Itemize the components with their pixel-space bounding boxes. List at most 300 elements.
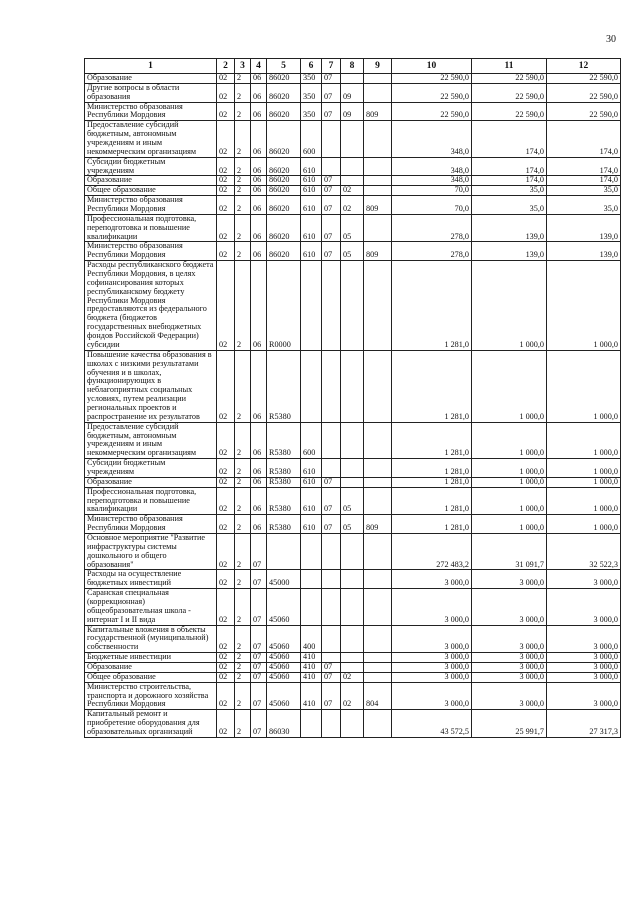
cell-col-6: 600 (301, 422, 322, 458)
table-row (85, 533, 621, 569)
cell-col-8 (341, 176, 364, 186)
cell-col-2: 02 (217, 196, 235, 215)
cell-col-10: 1 281,0 (392, 422, 472, 458)
cell-col-2: 02 (217, 653, 235, 663)
cell-col-10: 1 281,0 (392, 515, 472, 534)
cell-col-11: 174,0 (472, 121, 547, 157)
cell-col-5: 86020 (267, 83, 301, 102)
cell-col-12: 35,0 (547, 196, 621, 215)
cell-col-2: 02 (217, 350, 235, 422)
cell-col-10: 22 590,0 (392, 74, 472, 84)
cell-col-6: 610 (301, 157, 322, 176)
row-name: Предоставление субсидий бюджетным, автономным учреждениям и иным некоммерческим организациям (85, 422, 217, 458)
table-row (85, 422, 621, 458)
cell-col-3: 2 (235, 350, 251, 422)
cell-col-2: 02 (217, 487, 235, 515)
cell-col-7: 07 (322, 672, 341, 682)
cell-col-5: 45060 (267, 663, 301, 673)
table-row (85, 83, 621, 102)
cell-col-7 (322, 589, 341, 625)
table-row (85, 589, 621, 625)
table-row (85, 672, 621, 682)
cell-col-4: 06 (251, 261, 267, 351)
table-row (85, 477, 621, 487)
cell-col-12: 1 000,0 (547, 487, 621, 515)
cell-col-3: 2 (235, 672, 251, 682)
cell-col-8: 02 (341, 672, 364, 682)
cell-col-8 (341, 589, 364, 625)
cell-col-6: 610 (301, 186, 322, 196)
column-header: 11 (472, 59, 547, 74)
cell-col-5: 86030 (267, 710, 301, 738)
cell-col-6: 410 (301, 672, 322, 682)
row-name: Другие вопросы в области образования (85, 83, 217, 102)
cell-col-9 (364, 459, 392, 478)
cell-col-6: 410 (301, 663, 322, 673)
cell-col-10: 3 000,0 (392, 663, 472, 673)
cell-col-2: 02 (217, 515, 235, 534)
cell-col-8 (341, 653, 364, 663)
cell-col-11: 25 991,7 (472, 710, 547, 738)
cell-col-3: 2 (235, 459, 251, 478)
cell-col-3: 2 (235, 663, 251, 673)
cell-col-3: 2 (235, 589, 251, 625)
cell-col-6 (301, 589, 322, 625)
column-header: 5 (267, 59, 301, 74)
cell-col-12: 3 000,0 (547, 672, 621, 682)
cell-col-12: 174,0 (547, 176, 621, 186)
cell-col-11: 3 000,0 (472, 625, 547, 653)
column-header: 7 (322, 59, 341, 74)
cell-col-7: 07 (322, 186, 341, 196)
cell-col-10: 70,0 (392, 196, 472, 215)
cell-col-6: 610 (301, 477, 322, 487)
cell-col-4: 06 (251, 422, 267, 458)
cell-col-12: 3 000,0 (547, 663, 621, 673)
cell-col-5: R5380 (267, 515, 301, 534)
cell-col-9 (364, 261, 392, 351)
row-name: Повышение качества образования в школах с низкими результатами обучения и в школах, функционирующих в неблагоприятных социальных условиях, путем реализации региональных проектов и распространение их результатов (85, 350, 217, 422)
cell-col-9 (364, 589, 392, 625)
cell-col-4: 06 (251, 196, 267, 215)
cell-col-3: 2 (235, 157, 251, 176)
cell-col-2: 02 (217, 83, 235, 102)
cell-col-12: 3 000,0 (547, 570, 621, 589)
cell-col-2: 02 (217, 710, 235, 738)
cell-col-2: 02 (217, 121, 235, 157)
cell-col-5: 86020 (267, 214, 301, 242)
cell-col-2: 02 (217, 186, 235, 196)
table-row (85, 487, 621, 515)
cell-col-3: 2 (235, 102, 251, 121)
row-name: Субсидии бюджетным учреждениям (85, 459, 217, 478)
header-row (85, 59, 621, 74)
cell-col-3: 2 (235, 196, 251, 215)
cell-col-9: 809 (364, 196, 392, 215)
cell-col-12: 1 000,0 (547, 459, 621, 478)
cell-col-11: 3 000,0 (472, 589, 547, 625)
cell-col-4: 07 (251, 570, 267, 589)
cell-col-11: 174,0 (472, 157, 547, 176)
cell-col-12: 1 000,0 (547, 515, 621, 534)
cell-col-10: 3 000,0 (392, 625, 472, 653)
table-row (85, 261, 621, 351)
cell-col-12: 22 590,0 (547, 83, 621, 102)
cell-col-9 (364, 74, 392, 84)
cell-col-5: R5380 (267, 487, 301, 515)
cell-col-5 (267, 533, 301, 569)
cell-col-6: 410 (301, 682, 322, 710)
cell-col-10: 278,0 (392, 214, 472, 242)
cell-col-10: 1 281,0 (392, 261, 472, 351)
cell-col-10: 22 590,0 (392, 83, 472, 102)
cell-col-3: 2 (235, 710, 251, 738)
cell-col-6: 350 (301, 83, 322, 102)
cell-col-3: 2 (235, 487, 251, 515)
cell-col-8 (341, 121, 364, 157)
column-header: 3 (235, 59, 251, 74)
cell-col-10: 43 572,5 (392, 710, 472, 738)
cell-col-8 (341, 477, 364, 487)
row-name: Субсидии бюджетным учреждениям (85, 157, 217, 176)
cell-col-12: 22 590,0 (547, 74, 621, 84)
cell-col-9 (364, 533, 392, 569)
cell-col-11: 3 000,0 (472, 672, 547, 682)
cell-col-4: 06 (251, 459, 267, 478)
row-name: Министерство образования Республики Мордовия (85, 196, 217, 215)
cell-col-7 (322, 121, 341, 157)
cell-col-10: 348,0 (392, 176, 472, 186)
cell-col-9 (364, 477, 392, 487)
cell-col-7: 07 (322, 487, 341, 515)
column-header: 2 (217, 59, 235, 74)
cell-col-10: 3 000,0 (392, 653, 472, 663)
cell-col-7: 07 (322, 176, 341, 186)
cell-col-3: 2 (235, 422, 251, 458)
row-name: Министерство образования Республики Мордовия (85, 515, 217, 534)
cell-col-4: 06 (251, 214, 267, 242)
cell-col-12: 1 000,0 (547, 261, 621, 351)
cell-col-6: 610 (301, 176, 322, 186)
cell-col-7 (322, 570, 341, 589)
cell-col-12: 139,0 (547, 242, 621, 261)
column-header: 9 (364, 59, 392, 74)
table-row (85, 663, 621, 673)
cell-col-11: 1 000,0 (472, 261, 547, 351)
cell-col-11: 174,0 (472, 176, 547, 186)
cell-col-9 (364, 663, 392, 673)
table-row (85, 653, 621, 663)
cell-col-6: 610 (301, 515, 322, 534)
cell-col-3: 2 (235, 74, 251, 84)
table-row (85, 682, 621, 710)
row-name: Предоставление субсидий бюджетным, автономным учреждениям и иным некоммерческим организациям (85, 121, 217, 157)
cell-col-3: 2 (235, 121, 251, 157)
table-body (85, 74, 621, 738)
cell-col-5: 86020 (267, 157, 301, 176)
cell-col-2: 02 (217, 176, 235, 186)
cell-col-10: 1 281,0 (392, 477, 472, 487)
cell-col-10: 22 590,0 (392, 102, 472, 121)
cell-col-9 (364, 186, 392, 196)
cell-col-8 (341, 459, 364, 478)
cell-col-5: 45000 (267, 570, 301, 589)
cell-col-12: 27 317,3 (547, 710, 621, 738)
table-row (85, 710, 621, 738)
cell-col-11: 3 000,0 (472, 653, 547, 663)
cell-col-7 (322, 710, 341, 738)
table-row (85, 350, 621, 422)
cell-col-7: 07 (322, 83, 341, 102)
cell-col-2: 02 (217, 214, 235, 242)
cell-col-5: R5380 (267, 477, 301, 487)
cell-col-10: 348,0 (392, 121, 472, 157)
cell-col-8: 02 (341, 682, 364, 710)
cell-col-4: 06 (251, 121, 267, 157)
table-row (85, 121, 621, 157)
cell-col-7 (322, 459, 341, 478)
cell-col-6: 350 (301, 74, 322, 84)
cell-col-9 (364, 350, 392, 422)
cell-col-5: 86020 (267, 242, 301, 261)
cell-col-4: 07 (251, 625, 267, 653)
cell-col-11: 1 000,0 (472, 350, 547, 422)
cell-col-12: 139,0 (547, 214, 621, 242)
row-name: Министерство образования Республики Мордовия (85, 242, 217, 261)
cell-col-10: 1 281,0 (392, 487, 472, 515)
cell-col-5: 45060 (267, 682, 301, 710)
cell-col-4: 07 (251, 653, 267, 663)
row-name: Образование (85, 74, 217, 84)
cell-col-2: 02 (217, 242, 235, 261)
cell-col-6 (301, 533, 322, 569)
row-name: Саранская специальная (коррекционная) общеобразовательная школа - интернат I и II вида (85, 589, 217, 625)
cell-col-7: 07 (322, 196, 341, 215)
cell-col-10: 278,0 (392, 242, 472, 261)
cell-col-11: 22 590,0 (472, 83, 547, 102)
cell-col-3: 2 (235, 186, 251, 196)
cell-col-3: 2 (235, 533, 251, 569)
row-name: Профессиональная подготовка, переподготовка и повышение квалификации (85, 214, 217, 242)
table-row (85, 570, 621, 589)
cell-col-12: 3 000,0 (547, 653, 621, 663)
cell-col-4: 06 (251, 186, 267, 196)
cell-col-3: 2 (235, 515, 251, 534)
cell-col-4: 06 (251, 350, 267, 422)
cell-col-6: 610 (301, 487, 322, 515)
row-name: Общее образование (85, 672, 217, 682)
cell-col-7: 07 (322, 102, 341, 121)
cell-col-3: 2 (235, 261, 251, 351)
cell-col-9 (364, 157, 392, 176)
cell-col-9 (364, 570, 392, 589)
cell-col-8 (341, 422, 364, 458)
cell-col-8: 09 (341, 83, 364, 102)
table-row (85, 459, 621, 478)
row-name: Министерство строительства, транспорта и дорожного хозяйства Республики Мордовия (85, 682, 217, 710)
cell-col-9 (364, 214, 392, 242)
cell-col-8: 05 (341, 487, 364, 515)
cell-col-5: 45060 (267, 589, 301, 625)
cell-col-2: 02 (217, 589, 235, 625)
cell-col-7 (322, 350, 341, 422)
column-header: 4 (251, 59, 267, 74)
column-header: 1 (85, 59, 217, 74)
cell-col-8: 02 (341, 186, 364, 196)
cell-col-11: 139,0 (472, 242, 547, 261)
cell-col-3: 2 (235, 176, 251, 186)
cell-col-7 (322, 157, 341, 176)
cell-col-2: 02 (217, 459, 235, 478)
cell-col-8 (341, 74, 364, 84)
cell-col-4: 07 (251, 663, 267, 673)
cell-col-8: 05 (341, 214, 364, 242)
row-name: Капитальный ремонт и приобретение оборудования для образовательных организаций (85, 710, 217, 738)
cell-col-12: 1 000,0 (547, 422, 621, 458)
cell-col-8 (341, 350, 364, 422)
cell-col-8 (341, 663, 364, 673)
cell-col-10: 3 000,0 (392, 570, 472, 589)
cell-col-11: 1 000,0 (472, 477, 547, 487)
cell-col-6: 610 (301, 214, 322, 242)
cell-col-12: 174,0 (547, 121, 621, 157)
cell-col-3: 2 (235, 625, 251, 653)
cell-col-11: 1 000,0 (472, 487, 547, 515)
cell-col-2: 02 (217, 533, 235, 569)
budget-table (84, 58, 621, 738)
cell-col-8: 02 (341, 196, 364, 215)
cell-col-6 (301, 570, 322, 589)
cell-col-11: 3 000,0 (472, 663, 547, 673)
column-header: 6 (301, 59, 322, 74)
cell-col-7 (322, 625, 341, 653)
cell-col-7: 07 (322, 515, 341, 534)
cell-col-4: 07 (251, 589, 267, 625)
cell-col-3: 2 (235, 570, 251, 589)
cell-col-3: 2 (235, 477, 251, 487)
cell-col-6: 410 (301, 653, 322, 663)
row-name: Бюджетные инвестиции (85, 653, 217, 663)
cell-col-4: 06 (251, 176, 267, 186)
cell-col-2: 02 (217, 663, 235, 673)
cell-col-5: R5380 (267, 422, 301, 458)
table-row (85, 74, 621, 84)
cell-col-7: 07 (322, 74, 341, 84)
row-name: Капитальные вложения в объекты государственной (муниципальной) собственности (85, 625, 217, 653)
cell-col-4: 06 (251, 242, 267, 261)
cell-col-11: 35,0 (472, 196, 547, 215)
row-name: Министерство образования Республики Мордовия (85, 102, 217, 121)
cell-col-8: 05 (341, 242, 364, 261)
cell-col-11: 22 590,0 (472, 74, 547, 84)
cell-col-9 (364, 487, 392, 515)
column-header: 8 (341, 59, 364, 74)
cell-col-4: 07 (251, 672, 267, 682)
cell-col-11: 22 590,0 (472, 102, 547, 121)
cell-col-6: 600 (301, 121, 322, 157)
cell-col-12: 3 000,0 (547, 589, 621, 625)
cell-col-6: 400 (301, 625, 322, 653)
cell-col-5: R5380 (267, 459, 301, 478)
cell-col-8 (341, 570, 364, 589)
cell-col-10: 3 000,0 (392, 682, 472, 710)
table-row (85, 214, 621, 242)
row-name: Расходы на осуществление бюджетных инвестиций (85, 570, 217, 589)
cell-col-4: 06 (251, 477, 267, 487)
row-name: Образование (85, 477, 217, 487)
cell-col-5: 86020 (267, 121, 301, 157)
cell-col-12: 1 000,0 (547, 350, 621, 422)
cell-col-11: 3 000,0 (472, 570, 547, 589)
cell-col-11: 1 000,0 (472, 459, 547, 478)
cell-col-2: 02 (217, 570, 235, 589)
cell-col-11: 1 000,0 (472, 515, 547, 534)
cell-col-5: 86020 (267, 102, 301, 121)
cell-col-6: 610 (301, 459, 322, 478)
cell-col-11: 1 000,0 (472, 422, 547, 458)
cell-col-4: 07 (251, 682, 267, 710)
table-row (85, 157, 621, 176)
cell-col-9: 809 (364, 102, 392, 121)
cell-col-4: 06 (251, 74, 267, 84)
row-name: Общее образование (85, 186, 217, 196)
cell-col-5: 86020 (267, 186, 301, 196)
cell-col-5: 45060 (267, 625, 301, 653)
cell-col-6 (301, 710, 322, 738)
table-row (85, 625, 621, 653)
cell-col-12: 3 000,0 (547, 682, 621, 710)
cell-col-7: 07 (322, 663, 341, 673)
cell-col-10: 1 281,0 (392, 459, 472, 478)
cell-col-2: 02 (217, 157, 235, 176)
cell-col-9: 809 (364, 242, 392, 261)
cell-col-6: 610 (301, 242, 322, 261)
cell-col-9 (364, 710, 392, 738)
cell-col-9 (364, 83, 392, 102)
cell-col-6 (301, 350, 322, 422)
cell-col-5: R5380 (267, 350, 301, 422)
cell-col-12: 1 000,0 (547, 477, 621, 487)
cell-col-8 (341, 533, 364, 569)
cell-col-5: 86020 (267, 196, 301, 215)
cell-col-4: 06 (251, 83, 267, 102)
cell-col-8 (341, 625, 364, 653)
cell-col-6: 610 (301, 196, 322, 215)
cell-col-8 (341, 261, 364, 351)
row-name: Образование (85, 663, 217, 673)
cell-col-9 (364, 672, 392, 682)
cell-col-8: 09 (341, 102, 364, 121)
cell-col-11: 139,0 (472, 214, 547, 242)
cell-col-3: 2 (235, 653, 251, 663)
cell-col-4: 07 (251, 710, 267, 738)
cell-col-4: 07 (251, 533, 267, 569)
cell-col-12: 35,0 (547, 186, 621, 196)
cell-col-5: 86020 (267, 176, 301, 186)
cell-col-4: 06 (251, 157, 267, 176)
cell-col-4: 06 (251, 102, 267, 121)
table-row (85, 176, 621, 186)
row-name: Образование (85, 176, 217, 186)
cell-col-4: 06 (251, 487, 267, 515)
cell-col-11: 31 091,7 (472, 533, 547, 569)
cell-col-5: R0000 (267, 261, 301, 351)
table-row (85, 515, 621, 534)
row-name: Расходы республиканского бюджета Республики Мордовия, в целях софинансирования которых республиканскому бюджету Республики Мордовия предоставляются из федерального бюджета (бюджетов государственных внебюджетных фондов Российской Федерации) субсидии (85, 261, 217, 351)
cell-col-10: 70,0 (392, 186, 472, 196)
row-name: Основное мероприятие "Развитие инфраструктуры системы дошкольного и общего образования" (85, 533, 217, 569)
cell-col-12: 22 590,0 (547, 102, 621, 121)
